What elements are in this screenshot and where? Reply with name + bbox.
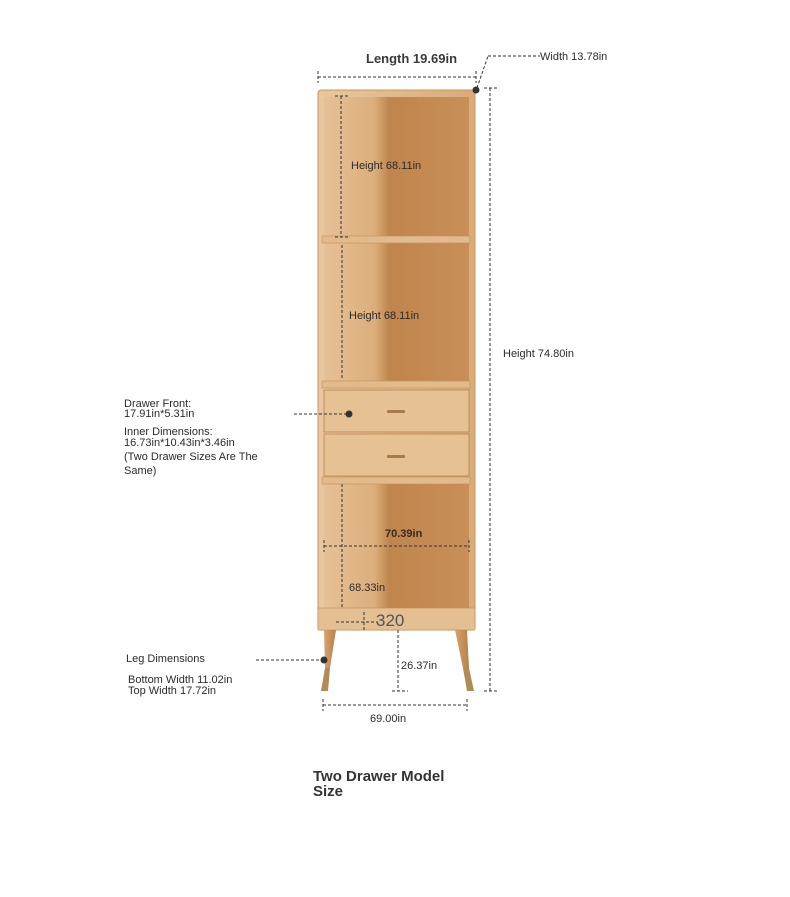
leg-marker-dot xyxy=(321,657,328,664)
leg-top-width: Top Width 17.72in xyxy=(128,685,217,697)
inner-width-label: 70.39in xyxy=(385,528,423,540)
leg-span-label: 69.00in xyxy=(370,713,407,725)
drawer-inner-value: 16.73in*10.43in*3.46in xyxy=(124,437,235,449)
caption-line2: Size xyxy=(313,783,344,800)
drawer-handle-icon xyxy=(387,410,405,413)
width-label: Width 13.78in xyxy=(540,51,608,63)
drawer-inner-label: Inner Dimensions: xyxy=(124,426,213,438)
drawer-front-label: Drawer Front: xyxy=(124,398,192,410)
leg-bottom-width: Bottom Width 11.02in xyxy=(128,674,233,686)
caption-title xyxy=(313,769,444,799)
length-label: Length 19.69in xyxy=(366,51,458,66)
drawer-upper xyxy=(324,390,469,432)
upper-height-label: Height 68.11in xyxy=(351,160,422,172)
leg-title-label: Leg Dimensions xyxy=(126,653,205,665)
drawer-lower xyxy=(324,434,469,476)
width-marker-dot xyxy=(473,87,480,94)
drawer-note-line2: Same) xyxy=(124,465,157,477)
drawer-front-value: 17.91in*5.31in xyxy=(124,408,195,420)
drawer-handle-icon xyxy=(387,455,405,458)
drawer-marker-dot xyxy=(346,411,353,418)
base-mark-label: 320 xyxy=(376,611,405,630)
caption-line1: Two Drawer Model xyxy=(313,768,445,785)
middle-height-label: Height 68.11in xyxy=(349,310,420,322)
leg-height-label: 26.37in xyxy=(401,660,438,672)
lower-height-label: 68.33in xyxy=(349,582,386,594)
drawer-note-line1: (Two Drawer Sizes Are The xyxy=(124,451,258,463)
total-height-label: Height 74.80in xyxy=(503,348,574,360)
